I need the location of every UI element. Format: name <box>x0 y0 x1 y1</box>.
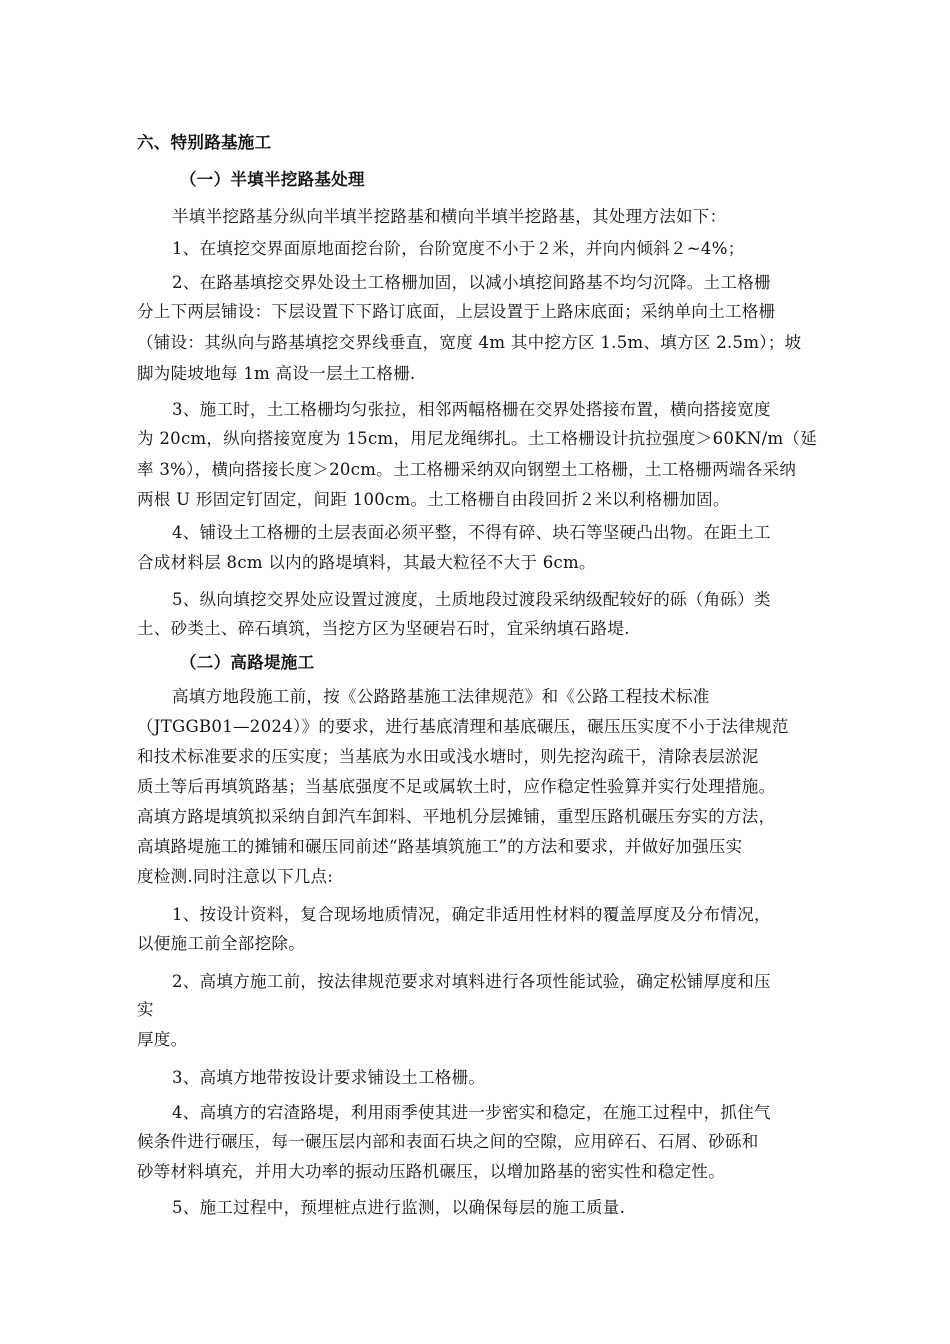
subsection-title-1: （一）半填半挖路基处理 <box>180 170 365 189</box>
paragraph-3-line-4: 两根 U 形固定钉固定，间距 100cm。土工格栅自由段回折２米以利格栅加固。 <box>137 490 730 509</box>
paragraph-3-line-3: 率 3%），横向搭接长度＞20cm。土工格栅采纳双向钢塑土工格栅，土工格栅两端各采纳 <box>137 460 797 479</box>
paragraph-high-fill-line-4: 质土等后再填筑路基；当基底强度不足或属软土时，应作稳定性验算并实行处理措施。 <box>137 777 776 796</box>
item-4-line-3: 砂等材料填充，并用大功率的振动压路机碾压，以增加路基的密实性和稳定性。 <box>137 1162 725 1181</box>
paragraph-high-fill-line-5: 高填方路堤填筑拟采纳自卸汽车卸料、平地机分层摊铺，重型压路机碾压夯实的方法， <box>137 807 776 826</box>
paragraph-high-fill-line-7: 度检测.同时注意以下几点: <box>137 867 334 886</box>
section-title: 六、特别路基施工 <box>137 133 272 152</box>
paragraph-intro: 半填半挖路基分纵向半填半挖路基和横向半填半挖路基，其处理方法如下： <box>172 207 727 226</box>
paragraph-high-fill-line-3: 和技术标准要求的压实度；当基底为水田或浅水塘时，则先挖沟疏干，清除表层淤泥 <box>137 747 759 766</box>
item-4-line-2: 候条件进行碾压，每一碾压层内部和表面石块之间的空隙，应用碎石、石屑、砂砾和 <box>137 1132 759 1151</box>
item-2-line-2: 实 <box>137 1000 154 1019</box>
paragraph-4-line-2: 合成材料层 8cm 以内的路堤填料，其最大粒径不大于 6cm。 <box>137 553 596 572</box>
paragraph-2-line-4: 脚为陡坡地每 1m 高设一层土工格栅. <box>137 364 416 383</box>
paragraph-high-fill-line-2: （JTGGB01—2024）》的要求，进行基底清理和基底碾压，碾压压实度不小于法律规范 <box>137 717 789 736</box>
item-2-line-1: 2、高填方施工前，按法律规范要求对填料进行各项性能试验，确定松铺厚度和压 <box>172 972 771 991</box>
paragraph-5-line-2: 土、砂类土、碎石填筑，当挖方区为坚硬岩石时，宜采纳填石路堤. <box>137 619 630 638</box>
item-2-line-3: 厚度。 <box>137 1030 188 1049</box>
item-5: 5、施工过程中，预埋桩点进行监测，以确保每层的施工质量. <box>172 1198 626 1217</box>
item-3: 3、高填方地带按设计要求铺设土工格栅。 <box>172 1068 486 1087</box>
paragraph-2-line-2: 分上下两层铺设：下层设置下下路订底面，上层设置于上路床底面；采纳单向土工格栅 <box>137 302 776 321</box>
paragraph-high-fill-line-6: 高填路堤施工的摊铺和碾压同前述“路基填筑施工”的方法和要求，并做好加强压实 <box>137 837 743 856</box>
item-1-line-2: 以便施工前全部挖除。 <box>137 934 305 953</box>
paragraph-high-fill-line-1: 高填方地段施工前，按《公路路基施工法律规范》和《公路工程技术标准 <box>172 687 710 706</box>
paragraph-5-line-1: 5、纵向填挖交界处应设置过渡度，土质地段过渡段采纳级配较好的砾（角砾）类 <box>172 590 771 609</box>
paragraph-1: 1、在填挖交界面原地面挖台阶，台阶宽度不小于２米，并向内倾斜２~4%； <box>172 239 745 258</box>
subsection-title-2: （二）高路堤施工 <box>180 653 315 672</box>
paragraph-4-line-1: 4、铺设土工格栅的土层表面必须平整，不得有碎、块石等坚硬凸出物。在距土工 <box>172 523 771 542</box>
paragraph-3-line-1: 3、施工时，土工格栅均匀张拉，相邻两幅格栅在交界处搭接布置，横向搭接宽度 <box>172 400 771 419</box>
paragraph-2-line-1: 2、在路基填挖交界处设土工格栅加固，以减小填挖间路基不均匀沉降。土工格栅 <box>172 273 771 292</box>
item-4-line-1: 4、高填方的宕渣路堤，利用雨季使其进一步密实和稳定，在施工过程中，抓住气 <box>172 1103 771 1122</box>
paragraph-2-line-3: （铺设：其纵向与路基填挖交界线垂直，宽度 4m 其中挖方区 1.5m、填方区 2.5m）；坡 <box>137 333 802 352</box>
paragraph-3-line-2: 为 20cm，纵向搭接宽度为 15cm，用尼龙绳绑扎。土工格栅设计抗拉强度＞60KN/m（延 <box>137 429 818 448</box>
item-1-line-1: 1、按设计资料，复合现场地质情况，确定非适用性材料的覆盖厚度及分布情况， <box>172 905 771 924</box>
